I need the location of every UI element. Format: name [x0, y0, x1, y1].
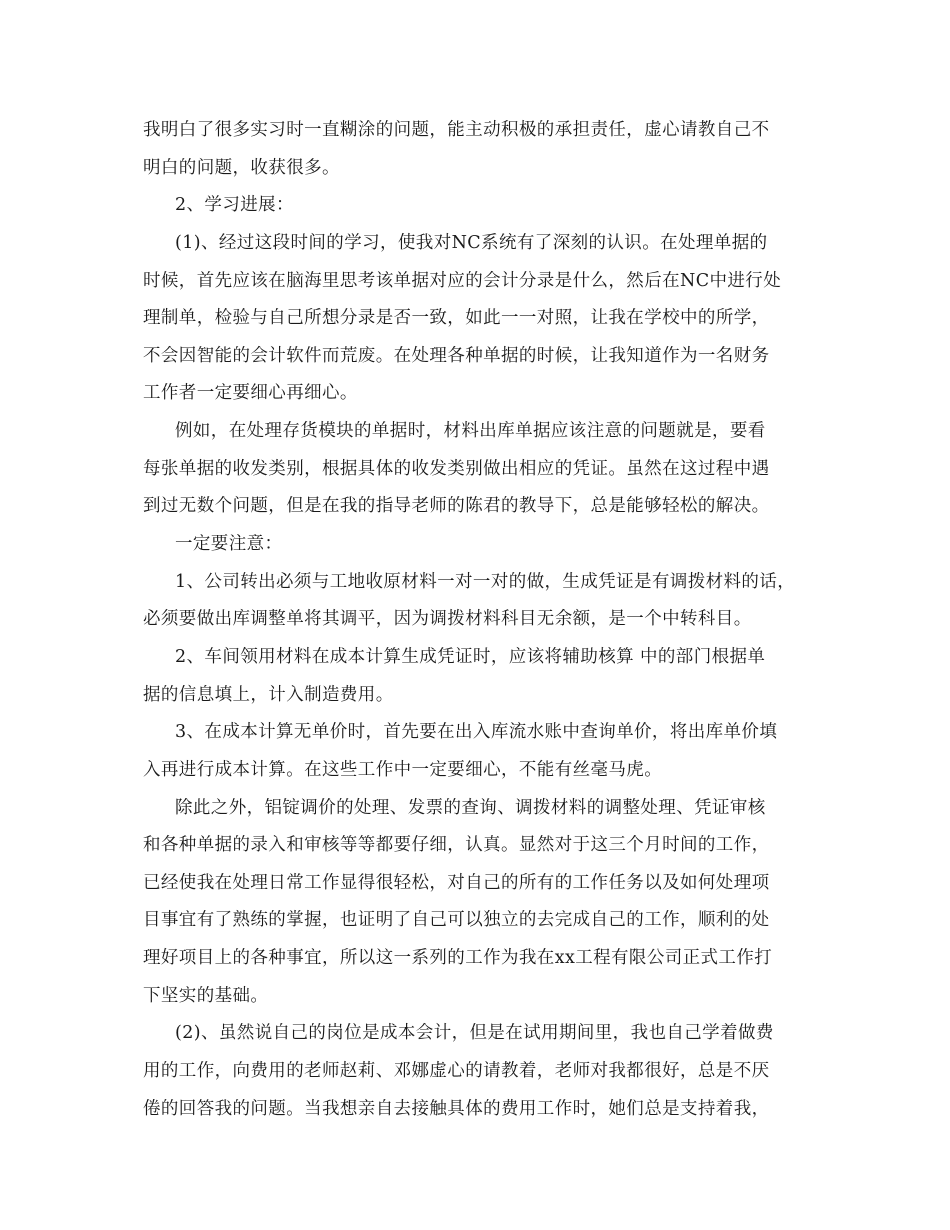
- text-line: 时候，首先应该在脑海里思考该单据对应的会计分录是什么，然后在NC中进行处: [143, 270, 782, 291]
- text-line: 下坚实的基础。: [143, 985, 269, 1006]
- text-line: 1、公司转出必须与工地收原材料一对一对的做，生成凭证是有调拨材料的话，: [175, 571, 796, 592]
- text-line: 2、车间领用材料在成本计算生成凭证时，应该将辅助核算 中的部门根据单: [175, 646, 766, 667]
- text-line: 2、学习进展：: [175, 195, 294, 216]
- text-line: 理制单，检验与自己所想分录是否一致，如此一一对照，让我在学校中的所学，: [143, 308, 770, 329]
- text-line: 目事宜有了熟练的掌握，也证明了自己可以独立的去完成自己的工作，顺利的处: [143, 910, 770, 931]
- text-line: (1)、经过这段时间的学习，使我对NC系统有了深刻的认识。在处理单据的: [175, 232, 768, 253]
- text-line: 到过无数个问题，但是在我的指导老师的陈君的教导下，总是能够轻松的解决。: [143, 496, 770, 517]
- text-line: 工作者一定要细心再细心。: [143, 383, 358, 404]
- text-line: 例如，在处理存货模块的单据时，材料出库单据应该注意的问题就是，要看: [175, 421, 766, 442]
- text-line: 明白的问题，收获很多。: [143, 157, 340, 178]
- text-line: 已经使我在处理日常工作显得很轻松，对自己的所有的工作任务以及如何处理项: [143, 872, 770, 893]
- text-line: 和各种单据的录入和审核等等都要仔细，认真。显然对于这三个月时间的工作，: [143, 835, 770, 856]
- text-line: 我明白了很多实习时一直糊涂的问题，能主动积极的承担责任，虚心请教自己不: [143, 120, 770, 140]
- text-line: 必须要做出库调整单将其调平，因为调拨材料科目无余额，是一个中转科目。: [143, 609, 752, 630]
- text-line: 一定要注意：: [175, 534, 283, 555]
- document-body: [143, 112, 833, 1128]
- text-line: 据的信息填上，计入制造费用。: [143, 684, 394, 705]
- text-line: (2)、虽然说自己的岗位是成本会计，但是在试用期间里，我也自己学着做费: [175, 1023, 774, 1044]
- text-line: 理好项目上的各种事宜，所以这一系列的工作为我在xx工程有限公司正式工作打: [143, 948, 773, 969]
- text-line: 每张单据的收发类别，根据具体的收发类别做出相应的凭证。虽然在这过程中遇: [143, 458, 770, 479]
- text-line: 不会因智能的会计软件而荒废。在处理各种单据的时候，让我知道作为一名财务: [143, 345, 770, 366]
- text-line: 用的工作，向费用的老师赵莉、邓娜虚心的请教着，老师对我都很好，总是不厌: [143, 1061, 770, 1082]
- text-line: 倦的回答我的问题。当我想亲自去接触具体的费用工作时，她们总是支持着我，: [143, 1098, 770, 1119]
- text-line: 入再进行成本计算。在这些工作中一定要细心，不能有丝毫马虎。: [143, 759, 663, 780]
- text-line: 3、在成本计算无单价时，首先要在出入库流水账中查询单价，将出库单价填: [175, 722, 778, 743]
- text-line: 除此之外，铝锭调价的处理、发票的查询、调拨材料的调整处理、凭证审核: [175, 797, 766, 818]
